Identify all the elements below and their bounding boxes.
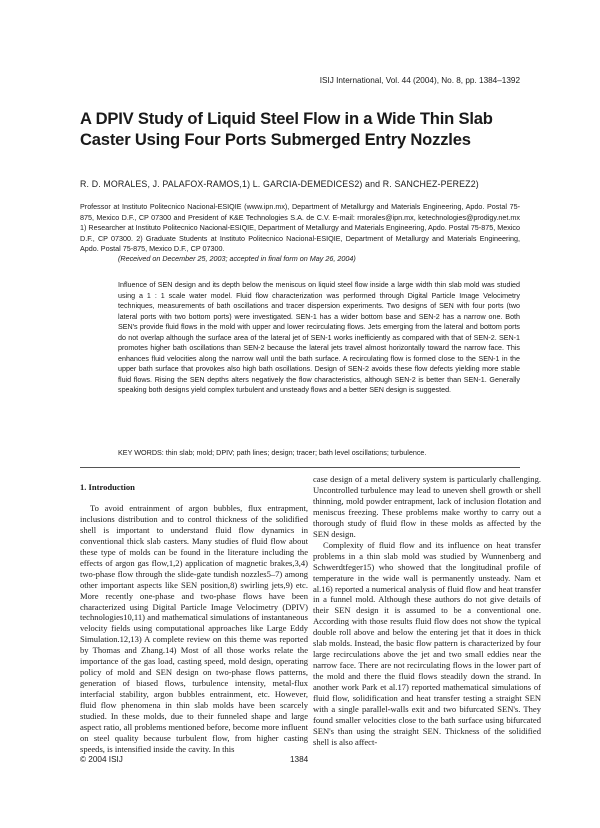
author-list: R. D. MORALES, J. PALAFOX-RAMOS,1) L. GARCIA-DEMEDICES2) and R. SANCHEZ-PEREZ2) <box>80 179 479 189</box>
body-paragraph: Complexity of fluid flow and its influence on heat transfer problems in a thin slab mold was studied by Wunnenberg and Schwerdtfeger15) who showed that the longitudinal profile of temperature in the wide wall is permanently unsteady. Nam et al.16) reported a numerical analysis of fluid flow and heat transfer in a funnel mold. Although these authors do not give details of their SEN design it is assumed to be a conventional one. According with those results fluid flow does not show the typical double roll above and below the entering jet that it does in thick slab molds. Instead, the basic flow pattern is characterized by four large recirculations above the jet and two small eddies near the narrow face. There are not recirculating flows in the lower part of the mold and there the fluid flows steadily down the strand. In another work Park et al.17) reported mathematical simulations of fluid flow, solidification and heat transfer testing a straight SEN with a single parallel-walls exit and two bifurcated SEN's. They found smaller velocities close to the bath surface using bifurcated SEN's than using the straight SEN. Thickness of the solidified shell is also affect- <box>313 539 541 747</box>
page-number: 1384 <box>290 755 309 764</box>
right-column <box>313 474 541 748</box>
journal-citation: ISIJ International, Vol. 44 (2004), No. 8, pp. 1384–1392 <box>319 76 520 85</box>
left-column <box>80 482 308 755</box>
body-paragraph: case design of a metal delivery system is particularly challenging. Uncontrolled turbulence may lead to uneven shell growth or shell thinning, mold powder entrapment, lack of inclusion flotation and meniscus freezing. These problems make worthy to carry out a thorough study of fluid flow in these molds as affected by the SEN design. <box>313 474 541 539</box>
section-heading: 1. Introduction <box>80 482 135 492</box>
copyright-notice: © 2004 ISIJ <box>80 755 123 764</box>
received-dates: (Received on December 25, 2003; accepted in final form on May 26, 2004) <box>118 254 356 263</box>
body-paragraph: To avoid entrainment of argon bubbles, flux entrapment, inclusions distribution and to control thickness of the solidified shell is important to understand fluid flow dynamics in conventional thick slab casters. Many studies of fluid flow about these type of molds can be found in the literature including the effects of argon gas flow,1,2) application of magnetic brakes,3,4) two-phase flow through the slide-gate tundish nozzles5–7) among other important aspects like SEN position,8) swirling jets,9) etc. More recently one-phase and two-phase flows have been characterized using Digital Particle Image Velocimetry (DPIV) technologies10,11) and mathematical simulations of instantaneous velocity fields using computational approaches like Large Eddy Simulation.12,13) A complete review on this theme was reported by Thomas and Zhang.14) Most of all those works relate the importance of the gas load, casting speed, mold design, operating policy of mold and SEN design on two-phase flows patterns, generation of biased flows, turbulence intensity, metal-flux interfacial stability, argon bubbles entrainment, etc. However, fluid flow phenomena in thin slab molds have been scarcely studied. In these molds, due to their funneled shape and large aspect ratio, all problems mentioned before, become more influent on steel quality because turbulent flow, from higher casting speeds, is intensified inside the cavity. In this <box>80 502 308 754</box>
section-divider <box>80 467 520 468</box>
abstract: Influence of SEN design and its depth below the meniscus on liquid steel flow inside a large width thin slab mold was studied using a 1 : 1 scale water model. Fluid flow characterization was performed through Digital Particle Image Velocimetry techniques, measurements of bath oscillations and tracer dispersion experiments. Two designs of SEN with four ports (two lateral ports with two bottom ports) were investigated. SEN-1 has a wider bottom base and SEN-2 has a narrow one. Both SEN's provide fluid flows in the mold with upper and lower recirculating flows. Jets emerging from the lateral and bottom ports do not overlap although the surface area of the lateral jet of SEN-1 works inefficiently as compared with that of SEN-2. SEN-1 promotes higher bath oscillations than SEN-2 because the lateral jets travel almost horizontally toward the narrow face. This enhances fluid velocities along the narrow wall until the bath surface. A recirculating flow is formed close to the SEN-1 in the upper bath surface that provokes also high bath oscillations. Design of SEN-2 avoids these flow defects yielding more stable fluid flows. Rising the SEN depths alters negatively the flow characteristics, although SEN-2 is better than SEN-1. Generally speaking both designs yield complex turbulent and unsteady flows and a better SEN design is suggested. <box>118 281 520 394</box>
article-title: A DPIV Study of Liquid Steel Flow in a Wide Thin Slab Caster Using Four Ports Submerged Entry Nozzles <box>80 109 493 149</box>
author-affiliations: Professor at Instituto Politecnico Nacional-ESIQIE (www.ipn.mx), Department of Metallurgy and Materials Engineering, Apdo. Postal 75-875, Mexico D.F., CP 07300 and President of K&E Technologies S.A. de C.V. E-mail: rmorales@ipn.mx, ketechnologies@prodigy.net.mx 1) Researcher at Instituto Politecnico Nacional-ESIQIE, Department of Metallurgy and Materials Engineering, Apdo. Postal 75-875, Mexico D.F., CP 07300. 2) Graduate Students at Instituto Politecnico Nacional-ESIQIE, Department of Metallurgy and Materials Engineering, Apdo. Postal 75-875, Mexico D.F., CP 07300. <box>80 202 520 254</box>
keywords: KEY WORDS: thin slab; mold; DPIV; path lines; design; tracer; bath level oscillations; turbulence. <box>118 448 427 457</box>
